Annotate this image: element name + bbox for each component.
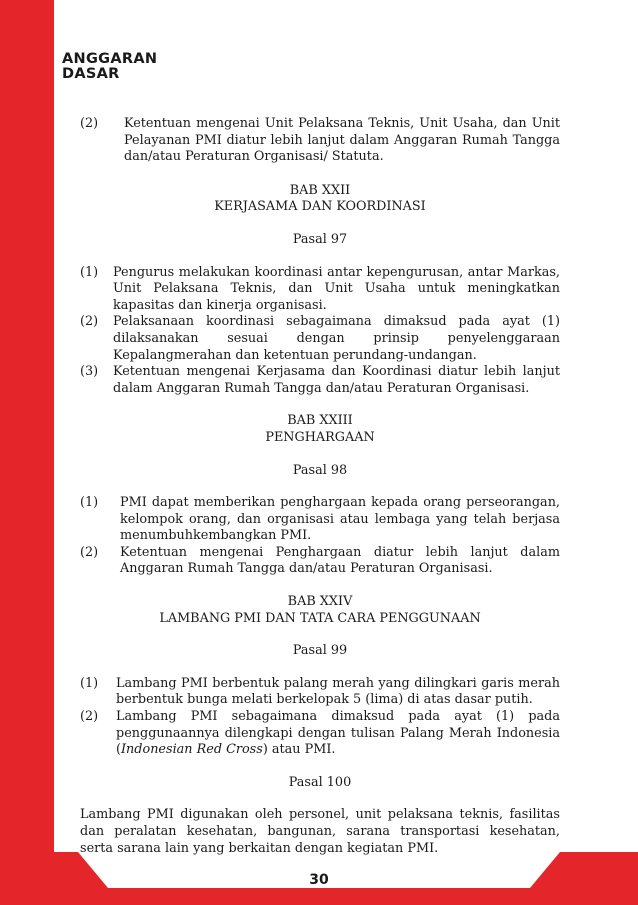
article-heading: Pasal 99	[292, 643, 348, 659]
item-text: PMI dapat memberikan penghargaan kepada orang perseorangan, kelompok orang, dan organisasi atau lembaga yang telah berjasa menumbuhkembangkan PMI.	[120, 495, 560, 544]
closing-paragraph: Lambang PMI digunakan oleh personel, unit pelaksana teknis, fasilitas dan peralatan kesehatan, bangunan, sarana transportasi kesehatan, serta sarana lain yang berkaitan dengan kegiatan PMI.	[80, 807, 560, 856]
item-number: (2)	[80, 544, 99, 560]
list-item	[80, 676, 560, 709]
article-heading: Pasal 100	[288, 774, 352, 790]
item-number: (2)	[80, 116, 99, 131]
item-text-part: Lambang PMI sebagaimana dimaksud pada ayat (1) pada penggunaannya dilengkapi dengan tulisan Palang Merah Indonesia (	[116, 709, 560, 758]
item-text-part: ) atau PMI.	[262, 742, 336, 758]
item-number: (1)	[80, 264, 99, 280]
item-text: Pengurus melakukan koordinasi antar kepengurusan, antar Markas, Unit Pelaksana Teknis, dan Unit Usaha untuk meningkatkan kapasitas dan kinerja organisasi.	[113, 264, 560, 313]
header-line-1: ANGGARAN	[62, 51, 158, 67]
item-number: (3)	[80, 364, 99, 380]
list-item	[80, 314, 560, 364]
list-item	[80, 709, 560, 759]
list-item	[80, 545, 560, 578]
item-number: (2)	[80, 314, 99, 330]
item-number: (1)	[80, 675, 99, 691]
item-text-italic: Indonesian Red Cross	[121, 742, 263, 758]
chapter-number: BAB XXIV	[287, 594, 353, 610]
page-content	[80, 116, 560, 857]
item-number: (1)	[80, 495, 99, 511]
item-text	[116, 709, 560, 759]
item-text: Ketentuan mengenai Unit Pelaksana Teknis, Unit Usaha, dan Unit Pelayanan PMI diatur lebih lanjut dalam Anggaran Rumah Tangga dan/atau Peraturan Organisasi/ Statuta.	[124, 116, 560, 165]
list-item	[80, 495, 560, 545]
side-accent-bar	[0, 0, 54, 905]
item-text: Lambang PMI berbentuk palang merah yang dilingkari garis merah berbentuk bunga melati berkelopak 5 (lima) di atas dasar putih.	[116, 675, 560, 708]
article-heading: Pasal 97	[292, 231, 348, 247]
chapter-number: BAB XXII	[289, 182, 351, 198]
chapter-number: BAB XXIII	[287, 413, 353, 429]
item-text: Ketentuan mengenai Kerjasama dan Koordinasi diatur lebih lanjut dalam Anggaran Rumah Tangga dan/atau Peraturan Organisasi.	[113, 364, 560, 396]
page-number: 30	[309, 872, 329, 888]
list-item	[80, 364, 560, 397]
list-item	[80, 116, 560, 166]
item-text: Pelaksanaan koordinasi sebagaimana dimaksud pada ayat (1) dilaksanakan sesuai dengan prinsip penyelenggaraan Kepalangmerahan dan ketentuan perundang-undangan.	[113, 314, 560, 363]
section-header	[62, 52, 157, 82]
header-line-2: DASAR	[62, 66, 120, 82]
chapter-title: KERJASAMA DAN KOORDINASI	[214, 199, 426, 215]
chapter-title: LAMBANG PMI DAN TATA CARA PENGGUNAAN	[159, 610, 481, 626]
list-item	[80, 265, 560, 315]
article-heading: Pasal 98	[292, 462, 348, 478]
item-text: Ketentuan mengenai Penghargaan diatur lebih lanjut dalam Anggaran Rumah Tangga dan/atau Peraturan Organisasi.	[120, 544, 560, 577]
item-number: (2)	[80, 709, 99, 725]
chapter-title: PENGHARGAAN	[265, 429, 375, 445]
